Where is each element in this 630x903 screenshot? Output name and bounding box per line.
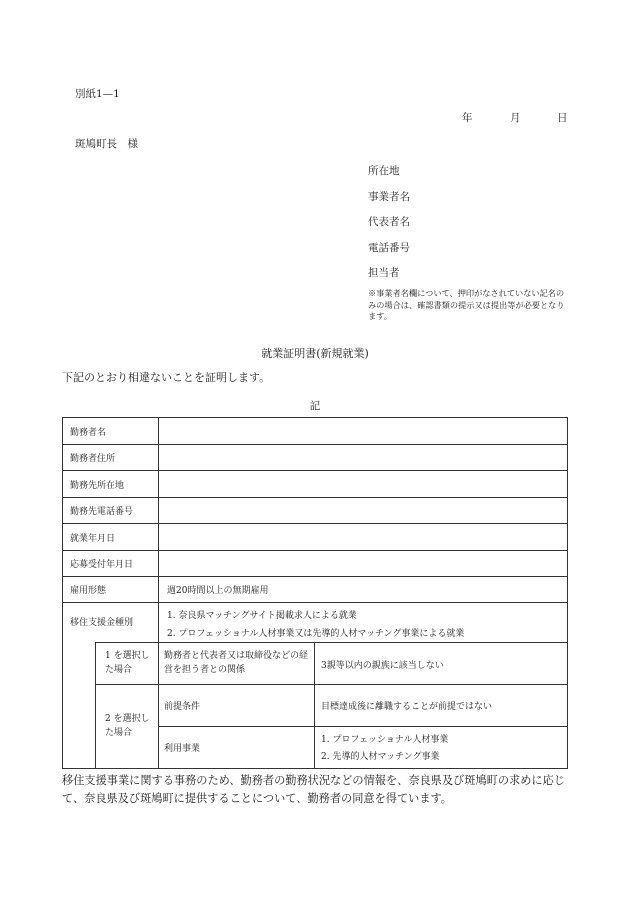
column-divider [158, 642, 159, 768]
row-divider [63, 550, 567, 551]
subsidy-option-1: 1. 奈良県マッチングサイト掲載求人による就業 [167, 611, 357, 621]
consent-text: 移住支援事業に関する事務のため、勤務者の勤務状況などの情報を、奈良県及び斑鳩町の求めに応じて、奈良県及び斑鳩町に提供することについて、勤務者の同意を得ています。 [62, 774, 565, 805]
case2-project-option-1: 1. プロフェッショナル人材事業 [321, 735, 449, 745]
row-label-workplace-phone: 勤務先電話番号 [70, 507, 134, 517]
case2-project-option-2: 2. 先導的人材マッチング事業 [321, 752, 440, 762]
row-label-application-date: 応募受付年月日 [70, 560, 134, 570]
row-label-employment-date: 就業年月日 [70, 534, 116, 544]
case1-condition: 勤務者と代表者又は取締役などの経営を担う者との関係 [164, 651, 309, 675]
subsidy-type-label: 移住支援金種別 [70, 618, 134, 628]
row-divider [63, 444, 567, 445]
row-label-worker-name: 勤務者名 [70, 428, 107, 438]
date-year-label: 年 [462, 112, 473, 124]
row-label-employment-type: 雇用形態 [70, 586, 107, 596]
row-label-workplace-address: 勤務先所在地 [70, 481, 125, 491]
row-divider [63, 523, 567, 524]
case2-label: 2 を選択した場合 [105, 714, 150, 738]
row-divider [95, 642, 567, 643]
field-representative-label: 代表者名 [368, 216, 410, 228]
column-divider [314, 642, 315, 768]
case2-project-label: 利用事業 [164, 744, 201, 754]
intro-text: 下記のとおり相違ないことを証明します。 [62, 371, 271, 384]
certificate-table [62, 417, 568, 769]
form-number: 別紙1—1 [75, 88, 120, 100]
ki-label: 記 [309, 400, 321, 412]
date-day-label: 日 [557, 112, 568, 124]
row-divider [95, 684, 567, 685]
row-divider [63, 576, 567, 577]
document-title: 就業証明書(新規就業) [261, 347, 369, 360]
field-phone-label: 電話番号 [368, 242, 410, 254]
case2-premise-value: 目標達成後に離職することが前提ではない [321, 702, 493, 712]
row-divider [158, 726, 567, 727]
applicant-note: ※事業者名欄について、押印がなされていない記名のみの場合は、確認書類の提示又は提出等が必要となります。 [368, 288, 565, 321]
row-label-worker-address: 勤務者住所 [70, 454, 116, 464]
row-divider [63, 497, 567, 498]
row-divider [63, 602, 567, 603]
field-address-label: 所在地 [368, 165, 400, 177]
addressee: 斑鳩町長 様 [75, 138, 138, 150]
case1-label: 1 を選択した場合 [105, 651, 150, 675]
row-value-employment-type: 週20時間以上の無期雇用 [167, 586, 269, 596]
date-month-label: 月 [510, 112, 521, 124]
subsidy-option-2: 2. プロフェッショナル人材事業又は先導的人材マッチング事業による就業 [167, 629, 465, 639]
field-company-name-label: 事業者名 [368, 191, 410, 203]
column-divider [158, 418, 159, 642]
case1-value: 3親等以内の親族に該当しない [321, 661, 444, 671]
row-divider [63, 470, 567, 471]
field-person-in-charge-label: 担当者 [368, 267, 400, 279]
column-divider [95, 642, 96, 768]
case2-premise-label: 前提条件 [164, 702, 201, 712]
